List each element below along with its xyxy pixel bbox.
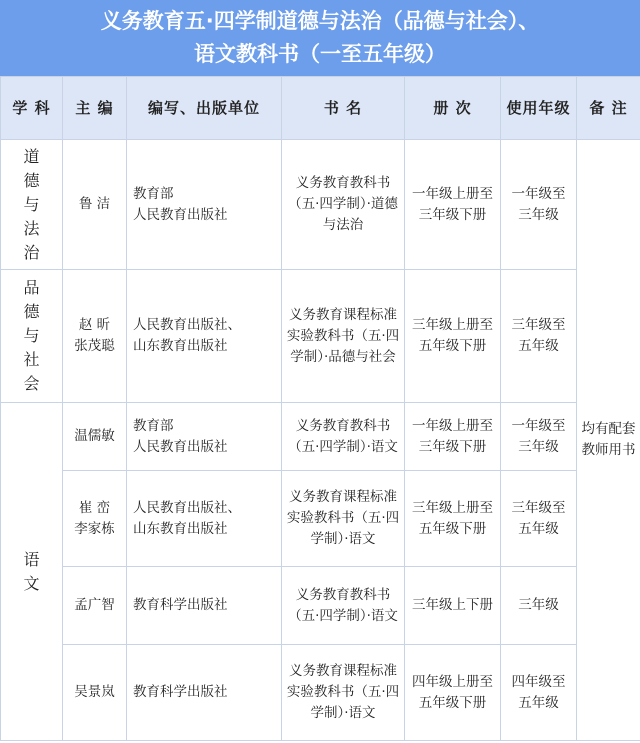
subject-cell-morality: 道德与法治: [1, 140, 63, 270]
header-volume: 册 次: [405, 77, 501, 140]
subject-cell-chinese: 语文: [1, 403, 63, 741]
grade-cell: 一年级至三年级: [501, 140, 577, 270]
publisher-cell: 人民教育出版社、 山东教育出版社: [127, 471, 282, 567]
header-grade: 使用年级: [501, 77, 577, 140]
header-subject: 学 科: [1, 77, 63, 140]
volume-cell: 三年级上下册: [405, 567, 501, 645]
editor-cell: 孟广智: [63, 567, 127, 645]
table-title: [0, 0, 640, 76]
table-row: [1, 403, 640, 471]
table-row: [1, 567, 640, 645]
publisher-cell: 教育部 人民教育出版社: [127, 403, 282, 471]
textbook-table: [0, 76, 640, 741]
title-line-1: 义务教育五·四学制道德与法治（品德与社会）、: [100, 9, 540, 33]
note-cell: 均有配套教师用书: [577, 140, 640, 741]
editor-cell: 崔 峦 李家栋: [63, 471, 127, 567]
title-line-2: 语文教科书（一至五年级）: [194, 42, 446, 66]
book-cell: 义务教育课程标准实验教科书（五·四学制）·品德与社会: [282, 270, 405, 403]
book-cell: 义务教育教科书（五·四学制）·语文: [282, 403, 405, 471]
book-cell: 义务教育教科书（五·四学制）·道德与法治: [282, 140, 405, 270]
grade-cell: 四年级至五年级: [501, 645, 577, 741]
editor-cell: 吴景岚: [63, 645, 127, 741]
volume-cell: 三年级上册至五年级下册: [405, 270, 501, 403]
volume-cell: 三年级上册至五年级下册: [405, 471, 501, 567]
publisher-cell: 教育部 人民教育出版社: [127, 140, 282, 270]
table-row: [1, 140, 640, 270]
book-cell: 义务教育课程标准实验教科书（五·四学制）·语文: [282, 471, 405, 567]
table-row: [1, 645, 640, 741]
header-note: 备 注: [577, 77, 640, 140]
editor-cell: 温儒敏: [63, 403, 127, 471]
header-row: [1, 77, 640, 140]
header-book: 书 名: [282, 77, 405, 140]
volume-cell: 四年级上册至五年级下册: [405, 645, 501, 741]
subject-cell-society: 品德与社会: [1, 270, 63, 403]
publisher-cell: 教育科学出版社: [127, 645, 282, 741]
editor-cell: 赵 昕 张茂聪: [63, 270, 127, 403]
header-editor: 主 编: [63, 77, 127, 140]
editor-cell: 鲁 洁: [63, 140, 127, 270]
table-row: [1, 471, 640, 567]
volume-cell: 一年级上册至三年级下册: [405, 140, 501, 270]
book-cell: 义务教育教科书（五·四学制）·语文: [282, 567, 405, 645]
grade-cell: 三年级至五年级: [501, 270, 577, 403]
grade-cell: 三年级: [501, 567, 577, 645]
volume-cell: 一年级上册至三年级下册: [405, 403, 501, 471]
book-cell: 义务教育课程标准实验教科书（五·四学制）·语文: [282, 645, 405, 741]
publisher-cell: 教育科学出版社: [127, 567, 282, 645]
publisher-cell: 人民教育出版社、 山东教育出版社: [127, 270, 282, 403]
grade-cell: 一年级至三年级: [501, 403, 577, 471]
grade-cell: 三年级至五年级: [501, 471, 577, 567]
header-publisher: 编写、出版单位: [127, 77, 282, 140]
table-row: [1, 270, 640, 403]
